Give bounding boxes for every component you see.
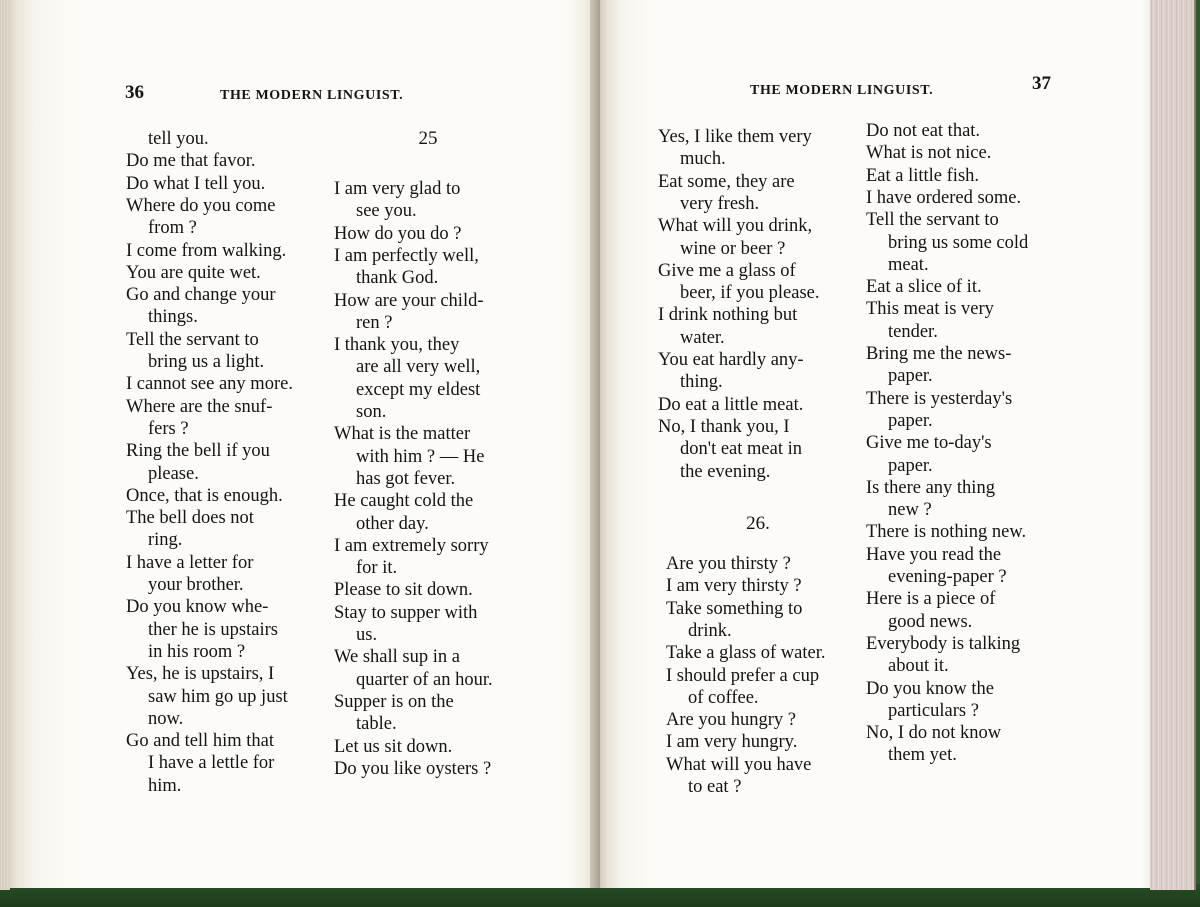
text-line: Take a glass of water.	[666, 643, 826, 664]
text-line: Do not eat that.	[866, 121, 981, 141]
text-line: Do what I tell you.	[126, 173, 266, 194]
text-line: Do me that favor.	[126, 151, 256, 172]
text-line: I am extremely sorry	[334, 535, 489, 556]
right-page-number: 37	[1032, 73, 1051, 94]
text-line: Are you thirsty ?	[666, 554, 791, 574]
text-line: ther he is upstairs	[148, 619, 278, 640]
text-line: I am very thirsty ?	[666, 576, 802, 597]
text-line: beer, if you please.	[680, 283, 820, 304]
text-line: There is yesterday's	[866, 388, 1013, 409]
text-line: I should prefer a cup	[666, 665, 820, 686]
text-line: Do eat a little meat.	[658, 394, 804, 415]
text-line: tender.	[888, 321, 938, 342]
right-page	[600, 0, 1160, 888]
text-line: You are quite wet.	[126, 262, 261, 283]
text-line: with him ? — He	[356, 446, 485, 467]
text-line: Yes, I like them very	[658, 127, 812, 147]
text-line: paper.	[888, 455, 933, 476]
text-line: table.	[356, 714, 397, 735]
text-line: Give me to-day's	[866, 433, 992, 454]
text-line: Once, that is enough.	[126, 485, 283, 506]
text-line: for it.	[356, 558, 398, 579]
text-line: I have ordered some.	[866, 187, 1022, 208]
text-line: from ?	[148, 218, 197, 239]
text-line: What is not nice.	[866, 143, 992, 164]
text-line: There is nothing new.	[866, 522, 1027, 543]
text-line: son.	[356, 402, 387, 422]
text-line: please.	[148, 463, 199, 484]
text-line: What is the matter	[334, 424, 471, 445]
text-line: Tell the servant to	[866, 210, 999, 231]
text-line: Supper is on the	[334, 691, 454, 712]
text-line: tell you.	[148, 129, 209, 149]
text-line: Have you read the	[866, 544, 1002, 565]
text-line: Yes, he is upstairs, I	[126, 664, 275, 685]
text-line: I have a letter for	[126, 552, 254, 573]
text-line: I thank you, they	[334, 335, 460, 356]
section-heading-26: 26.	[746, 513, 770, 534]
text-line: This meat is very	[866, 299, 994, 320]
right-page-edges	[1150, 0, 1196, 890]
text-line: Eat a slice of it.	[866, 277, 982, 298]
text-line: Tell the servant to	[126, 329, 259, 350]
text-line: Are you hungry ?	[666, 710, 796, 731]
text-line: paper.	[888, 366, 933, 387]
text-line: water.	[680, 327, 725, 348]
text-line: quarter of an hour.	[356, 669, 493, 690]
text-line: see you.	[356, 201, 417, 222]
text-line: now.	[148, 708, 184, 729]
text-line: Do you know the	[866, 678, 994, 699]
text-line: Is there any thing	[866, 477, 995, 498]
text-line: I have a lettle for	[148, 753, 275, 774]
text-line: the evening.	[680, 461, 771, 482]
text-line: Ring the bell if you	[126, 441, 270, 462]
text-line: of coffee.	[688, 687, 759, 708]
text-line: meat.	[888, 254, 929, 275]
text-line: You eat hardly any-	[658, 350, 804, 370]
text-line: other day.	[356, 513, 429, 534]
text-line: ren ?	[356, 312, 393, 333]
text-line: them yet.	[888, 745, 957, 766]
text-line: I cannot see any more.	[126, 374, 293, 395]
text-line: I am very glad to	[334, 179, 461, 199]
text-line: ring.	[148, 530, 183, 551]
text-line: bring us a light.	[148, 352, 265, 372]
text-line: much.	[680, 149, 726, 170]
text-line: things.	[148, 307, 198, 328]
text-line: I drink nothing but	[658, 305, 798, 326]
text-line: thank God.	[356, 268, 439, 289]
text-line: Take something to	[666, 598, 803, 619]
section-heading-25: 25	[418, 128, 438, 149]
text-line: No, I do not know	[866, 723, 1002, 744]
text-line: I am very hungry.	[666, 732, 798, 753]
text-line: Here is a piece of	[866, 589, 996, 610]
text-line: Do you know whe-	[126, 597, 269, 618]
text-line: Go and tell him that	[126, 731, 274, 752]
text-line: Give me a glass of	[658, 260, 796, 281]
text-line: Everybody is talking	[866, 633, 1021, 654]
text-line: Go and change your	[126, 285, 276, 306]
text-line: Eat a little fish.	[866, 165, 980, 186]
text-line: wine or beer ?	[680, 238, 786, 259]
text-line: What will you drink,	[658, 216, 813, 237]
text-line: very fresh.	[680, 193, 760, 214]
text-line: evening-paper ?	[888, 567, 1007, 587]
text-line: Do you like oysters ?	[334, 758, 492, 779]
text-line: Where are the snuf-	[126, 396, 273, 417]
text-line: new ?	[888, 500, 932, 521]
text-line: in his room ?	[148, 641, 246, 662]
left-running-head: THE MODERN LINGUIST.	[220, 88, 404, 103]
text-line: are all very well,	[356, 357, 481, 378]
text-line: How are your child-	[334, 290, 484, 311]
text-line: us.	[356, 625, 378, 645]
text-line: don't eat meat in	[680, 439, 803, 460]
text-line: Where do you come	[126, 195, 276, 216]
text-line: has got fever.	[356, 468, 456, 489]
text-line: saw him go up just	[148, 686, 288, 707]
text-line: him.	[148, 775, 182, 796]
text-line: How do you do ?	[334, 223, 462, 244]
text-line: No, I thank you, I	[658, 416, 790, 437]
text-line: to eat ?	[688, 777, 742, 797]
text-line: except my eldest	[356, 379, 481, 400]
right-running-head: THE MODERN LINGUIST.	[750, 83, 934, 98]
text-line: paper.	[888, 410, 933, 431]
text-line: What will you have	[666, 754, 812, 775]
text-line: Bring me the news-	[866, 344, 1012, 364]
text-line: We shall sup in a	[334, 647, 460, 668]
text-line: Let us sit down.	[334, 736, 453, 757]
text-line: He caught cold the	[334, 491, 474, 512]
text-line: good news.	[888, 611, 973, 632]
text-line: I come from walking.	[126, 240, 287, 261]
left-page	[8, 0, 600, 888]
text-line: your brother.	[148, 575, 244, 595]
text-line: particulars ?	[888, 700, 979, 721]
text-line: The bell does not	[126, 508, 254, 529]
text-line: thing.	[680, 372, 723, 393]
text-line: Stay to supper with	[334, 602, 478, 623]
text-line: about it.	[888, 656, 949, 677]
left-page-number: 36	[125, 82, 144, 103]
text-line: Eat some, they are	[658, 171, 795, 192]
text-line: fers ?	[148, 418, 189, 439]
text-line: I am perfectly well,	[334, 245, 479, 266]
text-line: drink.	[688, 620, 732, 641]
text-line: bring us some cold	[888, 232, 1029, 253]
text-line: Please to sit down.	[334, 580, 473, 601]
